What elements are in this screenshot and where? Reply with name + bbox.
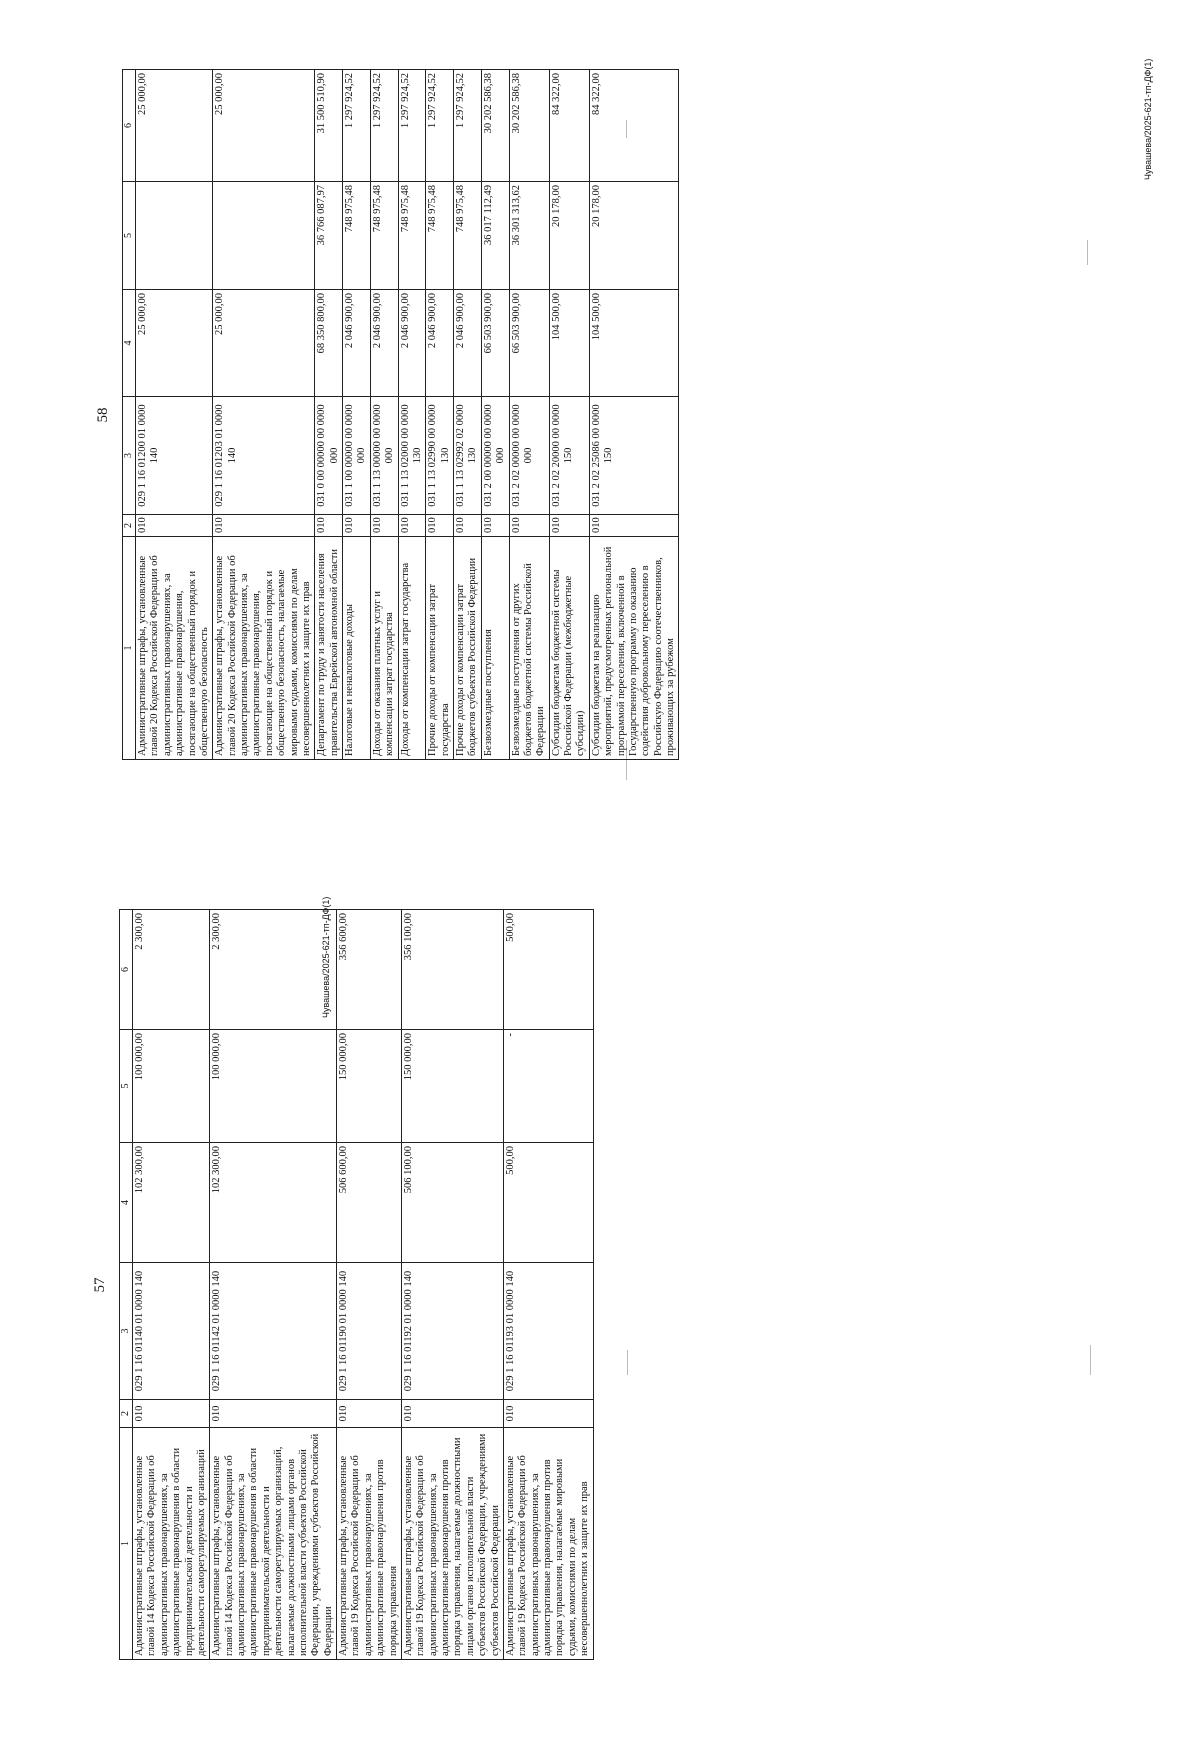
row-name: Доходы от оказания платных услуг и компенсации затрат государства — [370, 537, 398, 760]
document-stamp: Чувашева/2025-621-тп-ДФ(1) — [321, 896, 331, 1018]
row-line-code: 010 — [454, 515, 482, 537]
col-header: 6 — [120, 910, 133, 1030]
table-row — [315, 70, 343, 760]
row-line-code: 010 — [213, 515, 315, 537]
row-name: Субсидии бюджетам бюджетной системы Российской Федерации (межбюджетные субсидии) — [549, 537, 589, 760]
col-header: 5 — [120, 1030, 133, 1143]
row-approved-amount: 2 046 900,00 — [398, 290, 426, 397]
table-row — [210, 910, 337, 1660]
row-name: Административные штрафы, установленные главой 20 Кодекса Российской Федерации об административных правонарушениях, за административные правонарушения, посягающие на общественный порядок и общественную безопасность — [136, 537, 213, 760]
row-name: Департамент по труду и занятости населения правительства Еврейской автономной области — [315, 537, 343, 760]
row-remaining-amount: 500,00 — [503, 910, 593, 1030]
row-executed-amount: 150 000,00 — [401, 1030, 503, 1143]
row-name: Безвозмездные поступления — [481, 537, 509, 760]
row-budget-code: 029 1 16 01140 01 0000 140 — [133, 1263, 210, 1400]
row-executed-amount: 36 017 112,49 — [481, 182, 509, 290]
row-line-code: 010 — [315, 515, 343, 537]
row-executed-amount: 36 766 087,97 — [315, 182, 343, 290]
table-row — [370, 70, 398, 760]
row-name: Доходы от компенсации затрат государства — [398, 537, 426, 760]
row-line-code: 010 — [343, 515, 371, 537]
row-line-code: 010 — [398, 515, 426, 537]
row-remaining-amount: 31 500 510,90 — [315, 70, 343, 182]
row-executed-amount: 36 301 313,62 — [509, 182, 549, 290]
row-remaining-amount: 1 297 924,52 — [370, 70, 398, 182]
row-approved-amount: 2 046 900,00 — [426, 290, 454, 397]
row-name: Административные штрафы, установленные главой 14 Кодекса Российской Федерации об административных правонарушениях, за административные правонарушения в области предпринимательской деятельности и деятельности саморегулируемых организаций — [133, 1428, 210, 1660]
table-row — [509, 70, 549, 760]
row-line-code: 010 — [549, 515, 589, 537]
col-header: 1 — [120, 1428, 133, 1660]
row-budget-code: 031 2 02 25086 00 0000 150 — [589, 397, 679, 515]
row-executed-amount: 748 975,48 — [370, 182, 398, 290]
row-budget-code: 031 1 13 02000 00 0000 130 — [398, 397, 426, 515]
row-budget-code: 029 1 16 01142 01 0000 140 — [210, 1263, 337, 1400]
row-line-code: 010 — [589, 515, 679, 537]
row-name: Административные штрафы, установленные главой 20 Кодекса Российской Федерации об административных правонарушениях, за административные правонарушения, посягающие на общественный порядок и общественную безопасность, налагаемые мировыми судьями, комиссиями по делам несовершеннолетних и защите их прав — [213, 537, 315, 760]
row-remaining-amount: 2 300,00 — [133, 910, 210, 1030]
row-line-code: 010 — [370, 515, 398, 537]
page-58 — [88, 70, 908, 760]
col-header: 3 — [123, 397, 136, 515]
row-executed-amount: 748 975,48 — [343, 182, 371, 290]
row-remaining-amount: 30 202 586,38 — [481, 70, 509, 182]
row-line-code: 010 — [210, 1400, 337, 1428]
row-budget-code: 031 1 13 02990 00 0000 130 — [426, 397, 454, 515]
row-remaining-amount: 356 100,00 — [401, 910, 503, 1030]
row-approved-amount: 25 000,00 — [136, 290, 213, 397]
row-approved-amount: 25 000,00 — [213, 290, 315, 397]
col-header: 4 — [120, 1143, 133, 1263]
table-row — [133, 910, 210, 1660]
row-remaining-amount: 1 297 924,52 — [398, 70, 426, 182]
row-name: Прочие доходы от компенсации затрат бюджетов субъектов Российской Федерации — [454, 537, 482, 760]
row-line-code: 010 — [503, 1400, 593, 1428]
row-approved-amount: 68 350 800,00 — [315, 290, 343, 397]
row-approved-amount: 102 300,00 — [210, 1143, 337, 1263]
row-executed-amount: 748 975,48 — [398, 182, 426, 290]
table-row — [454, 70, 482, 760]
page-number: 57 — [92, 1277, 108, 1293]
row-remaining-amount: 30 202 586,38 — [509, 70, 549, 182]
table-row — [213, 70, 315, 760]
row-budget-code: 029 1 16 01190 01 0000 140 — [337, 1263, 402, 1400]
table-row — [401, 910, 503, 1660]
row-budget-code: 031 1 00 00000 00 0000 000 — [343, 397, 371, 515]
column-numbers — [120, 910, 133, 1660]
table-row — [426, 70, 454, 760]
col-header: 3 — [120, 1263, 133, 1400]
row-budget-code: 031 0 00 00000 00 0000 000 — [315, 397, 343, 515]
row-line-code: 010 — [337, 1400, 402, 1428]
col-header: 1 — [123, 537, 136, 760]
row-approved-amount: 66 503 900,00 — [481, 290, 509, 397]
row-budget-code: 029 1 16 01192 01 0000 140 — [401, 1263, 503, 1400]
row-budget-code: 031 2 02 20000 00 0000 150 — [549, 397, 589, 515]
row-name: Прочие доходы от компенсации затрат государства — [426, 537, 454, 760]
row-remaining-amount: 2 300,00 — [210, 910, 337, 1030]
row-remaining-amount: 356 600,00 — [337, 910, 402, 1030]
row-name: Административные штрафы, установленные главой 19 Кодекса Российской Федерации об административных правонарушениях, за административные правонарушения против порядка управления — [337, 1428, 402, 1660]
row-name: Налоговые и неналоговые доходы — [343, 537, 371, 760]
row-remaining-amount: 84 322,00 — [589, 70, 679, 182]
row-line-code: 010 — [426, 515, 454, 537]
row-executed-amount: 748 975,48 — [454, 182, 482, 290]
row-budget-code: 029 1 16 01193 01 0000 140 — [503, 1263, 593, 1400]
column-numbers — [123, 70, 136, 760]
row-executed-amount: 150 000,00 — [337, 1030, 402, 1143]
row-executed-amount: - — [503, 1030, 593, 1143]
table-row — [589, 70, 679, 760]
col-header: 5 — [123, 182, 136, 290]
row-executed-amount — [213, 182, 315, 290]
table-row — [136, 70, 213, 760]
row-remaining-amount: 1 297 924,52 — [454, 70, 482, 182]
row-remaining-amount: 25 000,00 — [213, 70, 315, 182]
row-executed-amount: 100 000,00 — [133, 1030, 210, 1143]
table-row — [549, 70, 589, 760]
row-remaining-amount: 1 297 924,52 — [426, 70, 454, 182]
row-name: Административные штрафы, установленные главой 14 Кодекса Российской Федерации об административных правонарушениях, за административные правонарушения в области предпринимательской деятельности и деятельности саморегулируемых организаций, налагаемые должностными лицами органов исполнительной власти субъектов Российской Федерации, учреждениями субъектов Российской Федерации — [210, 1428, 337, 1660]
page-number: 58 — [95, 407, 111, 423]
row-budget-code: 031 2 00 00000 00 0000 000 — [481, 397, 509, 515]
scan-mark — [1090, 1345, 1091, 1375]
col-header: 2 — [123, 515, 136, 537]
row-approved-amount: 2 046 900,00 — [370, 290, 398, 397]
table-row — [503, 910, 593, 1660]
row-approved-amount: 506 600,00 — [337, 1143, 402, 1263]
row-executed-amount: 20 178,00 — [549, 182, 589, 290]
row-line-code: 010 — [481, 515, 509, 537]
revenue-table — [122, 69, 679, 760]
table-row — [343, 70, 371, 760]
row-line-code: 010 — [136, 515, 213, 537]
scan-mark — [1087, 240, 1088, 265]
page-57 — [85, 910, 890, 1660]
row-line-code: 010 — [509, 515, 549, 537]
row-name: Административные штрафы, установленные главой 19 Кодекса Российской Федерации об административных правонарушениях, за административные правонарушения против порядка управления, налагаемые мировыми судьями, комиссиями по делам несовершеннолетних и защите их прав — [503, 1428, 593, 1660]
row-name: Безвозмездные поступления от других бюджетов бюджетной системы Российской Федерации — [509, 537, 549, 760]
row-budget-code: 029 1 16 01203 01 0000 140 — [213, 397, 315, 515]
row-budget-code: 029 1 16 01200 01 0000 140 — [136, 397, 213, 515]
col-header: 4 — [123, 290, 136, 397]
row-name: Субсидии бюджетам на реализацию мероприятий, предусмотренных региональной программой переселения, включенной в Государственную программу по оказанию содействия добровольному переселению в Российскую Федерацию соотечественников, проживающих за рубежом — [589, 537, 679, 760]
row-approved-amount: 2 046 900,00 — [343, 290, 371, 397]
row-approved-amount: 2 046 900,00 — [454, 290, 482, 397]
row-executed-amount: 100 000,00 — [210, 1030, 337, 1143]
row-approved-amount: 506 100,00 — [401, 1143, 503, 1263]
table-row — [398, 70, 426, 760]
row-remaining-amount: 84 322,00 — [549, 70, 589, 182]
col-header: 6 — [123, 70, 136, 182]
table-row — [337, 910, 402, 1660]
document-stamp: Чувашева/2025-621-тп-ДФ(1) — [1143, 58, 1153, 180]
row-budget-code: 031 1 13 02992 02 0000 130 — [454, 397, 482, 515]
row-budget-code: 031 2 02 00000 00 0000 000 — [509, 397, 549, 515]
row-approved-amount: 104 500,00 — [589, 290, 679, 397]
row-executed-amount: 20 178,00 — [589, 182, 679, 290]
row-approved-amount: 66 503 900,00 — [509, 290, 549, 397]
col-header: 2 — [120, 1400, 133, 1428]
revenue-table — [119, 909, 594, 1660]
row-executed-amount — [136, 182, 213, 290]
row-budget-code: 031 1 13 00000 00 0000 000 — [370, 397, 398, 515]
table-row — [481, 70, 509, 760]
row-executed-amount: 748 975,48 — [426, 182, 454, 290]
row-remaining-amount: 1 297 924,52 — [343, 70, 371, 182]
row-approved-amount: 104 500,00 — [549, 290, 589, 397]
row-approved-amount: 102 300,00 — [133, 1143, 210, 1263]
row-approved-amount: 500,00 — [503, 1143, 593, 1263]
row-remaining-amount: 25 000,00 — [136, 70, 213, 182]
row-line-code: 010 — [133, 1400, 210, 1428]
row-line-code: 010 — [401, 1400, 503, 1428]
row-name: Административные штрафы, установленные главой 19 Кодекса Российской Федерации об административных правонарушениях, за административные правонарушения против порядка управления, налагаемые должностными лицами органов исполнительной власти субъектов Российской Федерации, учреждениями субъектов Российской Федерации — [401, 1428, 503, 1660]
